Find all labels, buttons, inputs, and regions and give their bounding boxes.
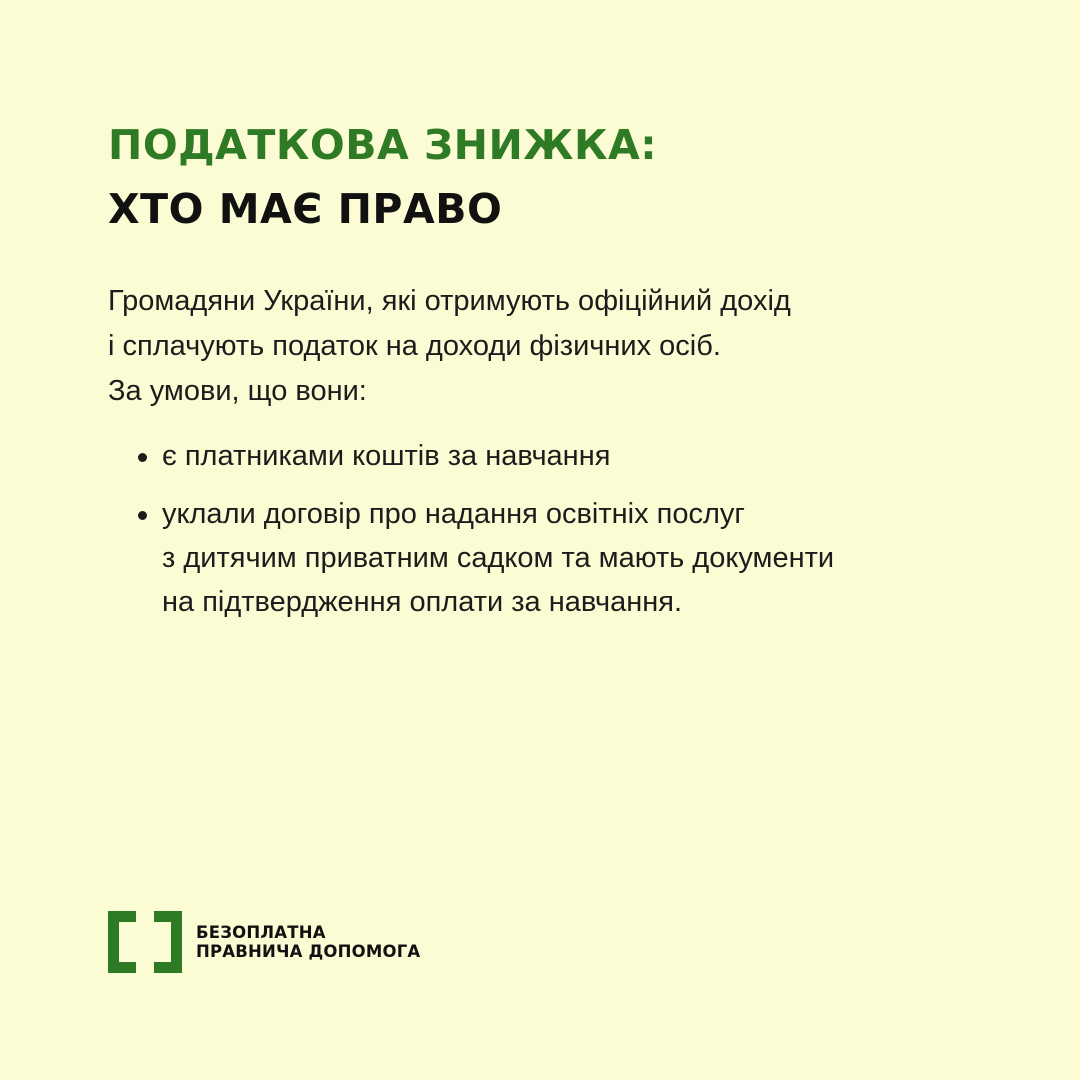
list-item-line: уклали договір про надання освітніх послуг [162, 498, 746, 530]
list-item-line: на підтвердження оплати за навчання. [162, 586, 683, 618]
list-item [108, 434, 1008, 478]
logo-text [196, 923, 420, 961]
bracket-logo-icon [108, 911, 136, 973]
title-line-2: ХТО МАЄ ПРАВО [108, 185, 503, 233]
conditions-list [108, 434, 1008, 638]
logo-text-line-2: ПРАВНИЧА ДОПОМОГА [196, 942, 421, 961]
intro-line: За умови, що вони: [108, 375, 367, 407]
bracket-logo-icon [154, 911, 182, 973]
list-item-line: є платниками коштів за навчання [162, 440, 611, 472]
organization-logo [108, 911, 468, 973]
title-line-1: ПОДАТКОВА ЗНИЖКА: [108, 121, 658, 169]
intro-line: Громадяни України, які отримують офіційний дохід [108, 285, 791, 317]
logo-text-line-1: БЕЗОПЛАТНА [196, 923, 326, 942]
intro-line: і сплачують податок на доходи фізичних осіб. [108, 330, 721, 362]
bullet-dot-icon [138, 511, 147, 520]
list-item-line: з дитячим приватним садком та мають документи [162, 542, 835, 574]
list-item [108, 492, 1008, 624]
bullet-dot-icon [138, 453, 147, 462]
intro-paragraph [108, 279, 1008, 414]
